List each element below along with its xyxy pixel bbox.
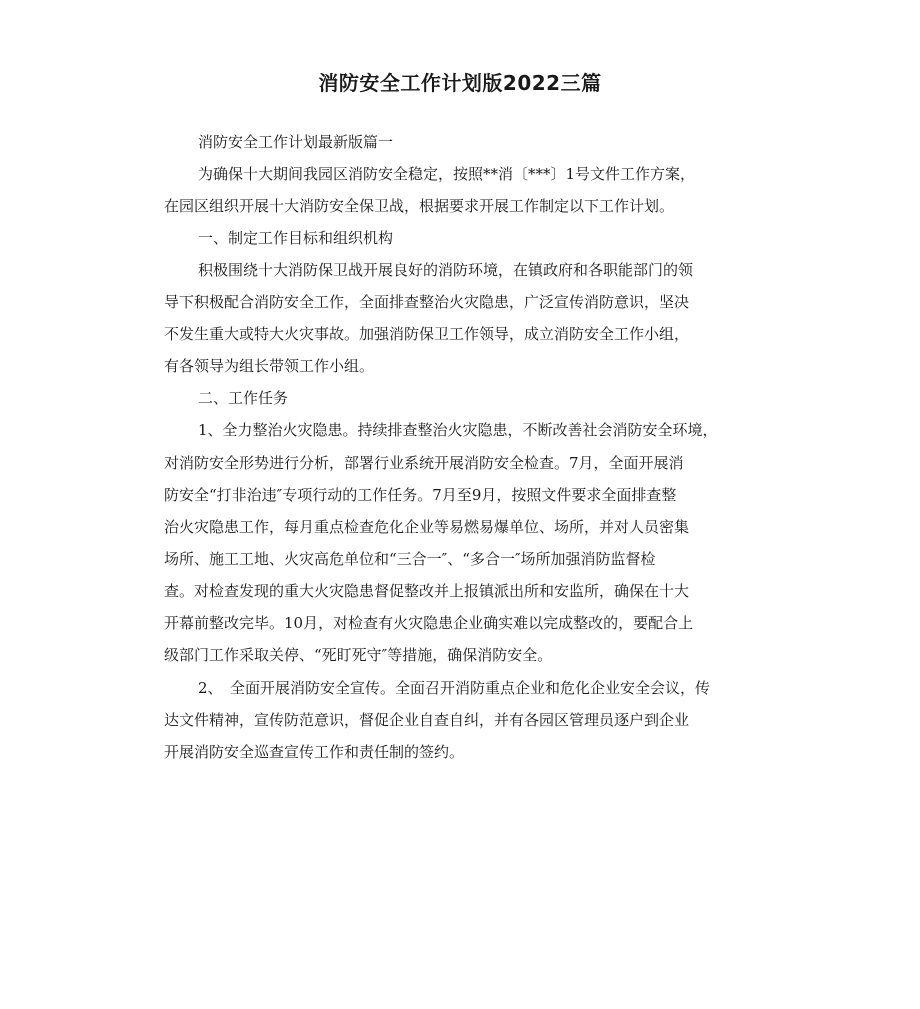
paragraph-line: 开展消防安全巡查宣传工作和责任制的签约。: [164, 743, 465, 761]
paragraph-line: 防安全“打非治违″专项行动的工作任务。7月至9月，按照文件要求全面排查整: [164, 486, 677, 504]
paragraph-line: 积极围绕十大消防保卫战开展良好的消防环境，在镇政府和各职能部门的领: [198, 261, 694, 279]
paragraph-line: 为确保十大期间我园区消防安全稳定，按照**消〔***〕1号文件工作方案，: [198, 165, 696, 183]
paragraph-line: 场所、施工工地、火灾高危单位和“三合一″、“多合一″场所加强消防监督检: [164, 550, 656, 568]
subtitle-line: 消防安全工作计划最新版篇一: [198, 133, 394, 151]
paragraph-line: 治火灾隐患工作，每月重点检查危化企业等易燃易爆单位、场所，并对人员密集: [164, 518, 690, 536]
paragraph-line: 1、全力整治火灾隐患。持续排查整治火灾隐患，不断改善社会消防安全环境，: [198, 421, 718, 439]
section-heading: 一、制定工作目标和组织机构: [198, 229, 394, 247]
paragraph-line: 查。对检查发现的重大火灾隐患督促整改并上报镇派出所和安监所，确保在十大: [164, 582, 690, 600]
section-heading: 二、工作任务: [198, 389, 289, 407]
paragraph-line: 达文件精神，宣传防范意识，督促企业自查自纠，并有各园区管理员逐户到企业: [164, 711, 690, 729]
paragraph-line: 在园区组织开展十大消防安全保卫战，根据要求开展工作制定以下工作计划。: [164, 197, 675, 215]
paragraph-line: 导下积极配合消防安全工作，全面排查整治火灾隐患，广泛宣传消防意识，坚决: [164, 293, 690, 311]
paragraph-line: 对消防安全形势进行分析，部署行业系统开展消防安全检查。7月，全面开展消: [164, 454, 684, 472]
paragraph-line: 2、 全面开展消防安全宣传。全面召开消防重点企业和危化企业安全会议，传: [198, 679, 711, 697]
paragraph-line: 有各领导为组长带领工作小组。: [164, 357, 375, 375]
paragraph-line: 开幕前整改完毕。10月，对检查有火灾隐患企业确实难以完成整改的，要配合上: [164, 614, 694, 632]
paragraph-line: 不发生重大或特大火灾事故。加强消防保卫工作领导，成立消防安全工作小组，: [164, 325, 690, 343]
paragraph-line: 级部门工作采取关停、“死盯死守″等措施，确保消防安全。: [164, 646, 553, 664]
document-title: 消防安全工作计划版2022三篇: [318, 71, 602, 95]
